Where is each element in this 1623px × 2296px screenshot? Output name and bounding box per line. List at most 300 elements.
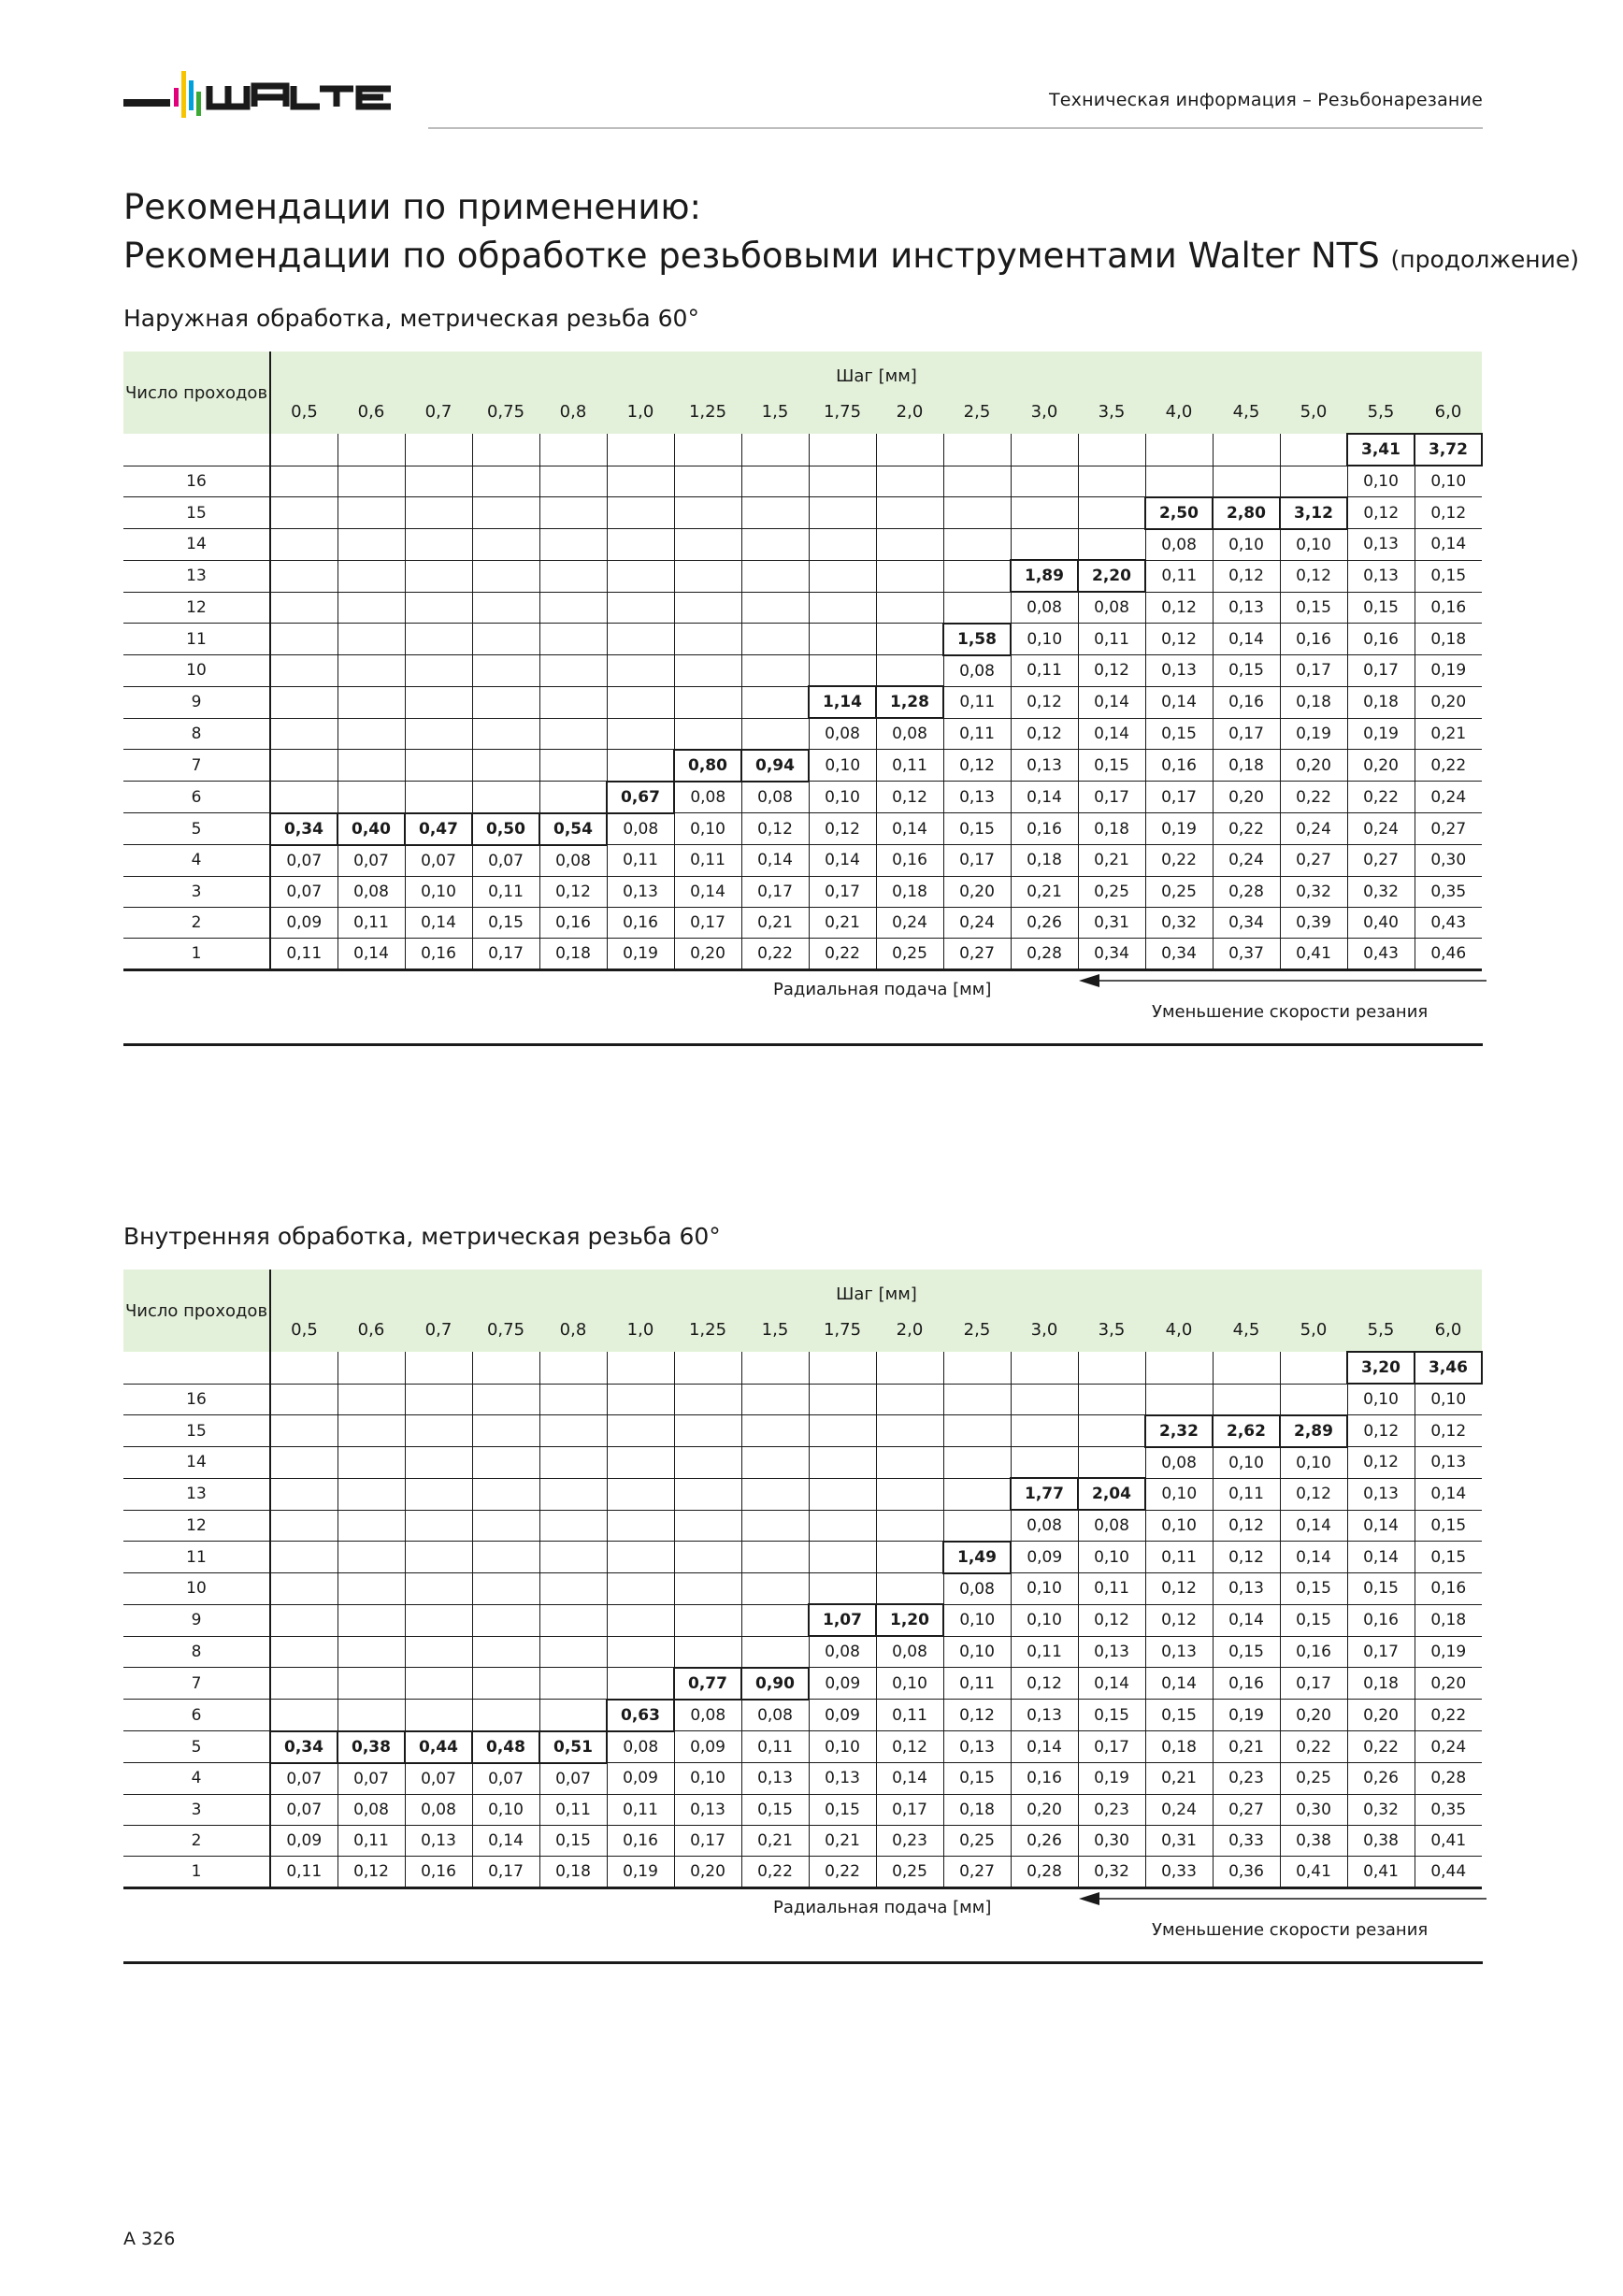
pitch-column-header: 5,5 <box>1347 1308 1415 1352</box>
feed-cell: 0,12 <box>338 1856 405 1887</box>
feed-cell <box>607 624 674 655</box>
table-row <box>123 782 1482 813</box>
feed-cell: 0,12 <box>1145 624 1213 655</box>
feed-cell: 0,44 <box>1415 1856 1482 1887</box>
feed-cell: 0,15 <box>1280 1573 1347 1605</box>
feed-cell <box>1011 1352 1078 1384</box>
feed-cell: 0,08 <box>1011 592 1078 624</box>
feed-cell <box>607 1542 674 1573</box>
pitch-column-header: 3,5 <box>1078 390 1145 434</box>
pitch-column-header: 5,0 <box>1280 1308 1347 1352</box>
feed-cell: 0,17 <box>809 876 876 907</box>
feed-cell: 0,08 <box>539 845 607 877</box>
feed-cell: 0,19 <box>1078 1763 1145 1795</box>
feed-cell: 0,16 <box>607 1825 674 1856</box>
feed-cell: 0,11 <box>338 907 405 938</box>
total-depth-cell: 0,77 <box>674 1668 741 1700</box>
feed-cell: 0,35 <box>1415 1794 1482 1825</box>
feed-cell: 0,18 <box>1145 1731 1213 1763</box>
feed-cell <box>1011 466 1078 497</box>
feed-cell <box>674 624 741 655</box>
feed-cell <box>338 750 405 782</box>
feed-cell: 0,16 <box>1415 1573 1482 1605</box>
passes-cell: 2 <box>123 1825 270 1856</box>
feed-cell <box>472 1510 539 1542</box>
table-row <box>123 1825 1482 1856</box>
feed-cell: 0,27 <box>943 1856 1011 1887</box>
feed-cell <box>1011 1447 1078 1479</box>
total-depth-cell: 1,14 <box>809 686 876 718</box>
feed-cell: 0,08 <box>1145 529 1213 561</box>
feed-cell <box>741 1478 809 1510</box>
feed-cell <box>876 1542 943 1573</box>
feed-cell: 0,13 <box>1347 529 1415 561</box>
pitch-header: Шаг [мм] <box>270 1270 1482 1308</box>
feed-cell: 0,12 <box>1078 1604 1145 1636</box>
feed-cell: 0,12 <box>1078 655 1145 687</box>
feed-cell <box>809 434 876 466</box>
feed-cell <box>338 1542 405 1573</box>
feed-cell: 0,10 <box>809 1731 876 1763</box>
feed-cell: 0,20 <box>674 1856 741 1887</box>
header-rule <box>428 127 1483 129</box>
feed-cell <box>674 1352 741 1384</box>
table-row <box>123 1478 1482 1510</box>
feed-cell <box>876 624 943 655</box>
feed-cell <box>943 466 1011 497</box>
table-row <box>123 1573 1482 1605</box>
pitch-column-header: 6,0 <box>1415 1308 1482 1352</box>
pitch-column-header: 1,0 <box>607 390 674 434</box>
feed-cell <box>405 1510 472 1542</box>
feed-cell: 0,08 <box>405 1794 472 1825</box>
feed-cell <box>472 497 539 529</box>
pitch-column-header: 2,0 <box>876 1308 943 1352</box>
feed-cell <box>674 686 741 718</box>
feed-cell: 0,12 <box>1347 1415 1415 1447</box>
pitch-column-header: 1,25 <box>674 390 741 434</box>
feed-cell: 0,21 <box>741 1825 809 1856</box>
feed-cell <box>1213 1384 1280 1415</box>
feed-cell <box>338 655 405 687</box>
feed-cell: 0,11 <box>1078 624 1145 655</box>
feed-cell <box>943 434 1011 466</box>
passes-cell: 7 <box>123 1668 270 1700</box>
passes-cell: 12 <box>123 1510 270 1542</box>
feed-cell <box>539 718 607 750</box>
feed-cell: 0,27 <box>1280 845 1347 877</box>
feed-cell <box>270 1668 338 1700</box>
feed-cell <box>943 560 1011 592</box>
feed-cell: 0,17 <box>674 907 741 938</box>
feed-cell <box>1078 529 1145 561</box>
feed-cell <box>876 1573 943 1605</box>
feed-cell: 0,10 <box>1011 1573 1078 1605</box>
feed-cell: 0,25 <box>876 938 943 969</box>
feed-cell: 0,43 <box>1347 938 1415 969</box>
feed-cell: 0,10 <box>405 876 472 907</box>
feed-cell: 0,17 <box>741 876 809 907</box>
feed-cell <box>809 1573 876 1605</box>
feed-cell <box>876 529 943 561</box>
feed-cell <box>876 560 943 592</box>
total-depth-cell: 0,63 <box>607 1700 674 1731</box>
feed-cell: 0,07 <box>472 845 539 877</box>
feed-cell <box>405 529 472 561</box>
feed-cell <box>1078 434 1145 466</box>
feed-cell: 0,13 <box>1213 592 1280 624</box>
passes-cell: 2 <box>123 907 270 938</box>
internal-table-legend <box>123 1877 1483 1964</box>
feed-cell <box>741 686 809 718</box>
feed-cell: 0,18 <box>1415 1604 1482 1636</box>
feed-cell <box>472 750 539 782</box>
total-depth-cell: 0,48 <box>472 1731 539 1763</box>
feed-cell <box>338 529 405 561</box>
feed-cell <box>405 750 472 782</box>
feed-cell: 0,18 <box>1078 813 1145 845</box>
feed-cell: 0,08 <box>1078 592 1145 624</box>
feed-cell <box>472 1668 539 1700</box>
feed-cell <box>809 466 876 497</box>
feed-cell: 0,16 <box>539 907 607 938</box>
pitch-column-header: 0,6 <box>338 1308 405 1352</box>
feed-cell <box>741 1573 809 1605</box>
feed-cell: 0,15 <box>472 907 539 938</box>
feed-cell <box>405 1668 472 1700</box>
feed-cell: 0,14 <box>741 845 809 877</box>
feed-cell <box>943 529 1011 561</box>
feed-cell <box>539 1668 607 1700</box>
feed-cell <box>472 718 539 750</box>
feed-cell: 0,17 <box>1347 655 1415 687</box>
passes-cell: 8 <box>123 718 270 750</box>
feed-cell: 0,12 <box>1280 560 1347 592</box>
feed-cell <box>607 1573 674 1605</box>
feed-cell: 0,16 <box>1213 1668 1280 1700</box>
feed-cell: 0,22 <box>1347 782 1415 813</box>
feed-cell <box>1280 1352 1347 1384</box>
total-depth-cell: 0,38 <box>338 1731 405 1763</box>
feed-cell: 0,11 <box>270 938 338 969</box>
feed-cell: 0,09 <box>809 1700 876 1731</box>
feed-cell: 0,17 <box>472 938 539 969</box>
external-table-legend <box>123 959 1483 1046</box>
total-depth-cell: 0,50 <box>472 813 539 845</box>
feed-cell: 0,16 <box>1347 624 1415 655</box>
feed-cell: 0,10 <box>1347 466 1415 497</box>
feed-cell: 0,19 <box>607 938 674 969</box>
table-row <box>123 1384 1482 1415</box>
feed-cell <box>1213 1352 1280 1384</box>
feed-cell <box>674 1384 741 1415</box>
feed-cell <box>674 655 741 687</box>
feed-cell <box>472 434 539 466</box>
feed-cell: 0,10 <box>943 1604 1011 1636</box>
total-depth-cell: 3,20 <box>1347 1352 1415 1384</box>
feed-cell: 0,24 <box>1213 845 1280 877</box>
feed-cell: 0,10 <box>674 1763 741 1795</box>
passes-cell: 6 <box>123 1700 270 1731</box>
feed-cell: 0,16 <box>876 845 943 877</box>
feed-cell: 0,22 <box>1280 782 1347 813</box>
feed-cell <box>674 1573 741 1605</box>
feed-cell: 0,17 <box>1347 1636 1415 1668</box>
feed-cell: 0,07 <box>405 845 472 877</box>
feed-cell: 0,08 <box>876 718 943 750</box>
table-row <box>123 1763 1482 1795</box>
feed-cell <box>607 718 674 750</box>
total-depth-cell: 0,44 <box>405 1731 472 1763</box>
table-row <box>123 845 1482 877</box>
feed-cell: 0,13 <box>741 1763 809 1795</box>
feed-cell <box>405 782 472 813</box>
internal-threading-table <box>123 1270 1483 1889</box>
feed-cell: 0,38 <box>1280 1825 1347 1856</box>
feed-cell: 0,08 <box>943 1573 1011 1605</box>
feed-cell: 0,36 <box>1213 1856 1280 1887</box>
passes-cell: 10 <box>123 1573 270 1605</box>
pitch-column-header: 0,7 <box>405 390 472 434</box>
feed-cell <box>338 1384 405 1415</box>
feed-cell <box>943 1510 1011 1542</box>
table-row <box>123 876 1482 907</box>
table-row <box>123 1604 1482 1636</box>
feed-cell: 0,17 <box>1213 718 1280 750</box>
passes-cell: 16 <box>123 466 270 497</box>
feed-cell <box>876 1352 943 1384</box>
feed-cell: 0,21 <box>1415 718 1482 750</box>
feed-cell: 0,25 <box>943 1825 1011 1856</box>
feed-cell: 0,14 <box>809 845 876 877</box>
feed-cell <box>674 718 741 750</box>
feed-cell <box>876 1447 943 1479</box>
feed-cell <box>472 1352 539 1384</box>
pitch-column-header: 4,0 <box>1145 390 1213 434</box>
feed-cell <box>405 466 472 497</box>
feed-cell: 0,15 <box>1078 1700 1145 1731</box>
feed-cell: 0,11 <box>1145 560 1213 592</box>
feed-cell: 0,19 <box>607 1856 674 1887</box>
feed-cell: 0,20 <box>1280 1700 1347 1731</box>
feed-cell <box>539 529 607 561</box>
feed-cell: 0,13 <box>1011 750 1078 782</box>
table-row <box>123 1700 1482 1731</box>
table-row <box>123 434 1482 466</box>
external-threading-table <box>123 352 1483 971</box>
table-row <box>123 1668 1482 1700</box>
feed-cell: 0,28 <box>1011 938 1078 969</box>
passes-cell: 6 <box>123 782 270 813</box>
pitch-column-header: 0,8 <box>539 390 607 434</box>
feed-cell <box>741 529 809 561</box>
feed-cell: 0,14 <box>1280 1542 1347 1573</box>
feed-cell: 0,14 <box>1347 1510 1415 1542</box>
feed-cell: 0,21 <box>809 1825 876 1856</box>
passes-cell: 11 <box>123 624 270 655</box>
feed-cell: 0,15 <box>943 813 1011 845</box>
feed-cell: 0,12 <box>1145 592 1213 624</box>
feed-cell <box>405 1384 472 1415</box>
feed-cell <box>607 1415 674 1447</box>
feed-cell: 0,18 <box>876 876 943 907</box>
feed-cell <box>741 1636 809 1668</box>
feed-cell <box>338 1700 405 1731</box>
feed-cell: 0,15 <box>1347 592 1415 624</box>
feed-cell: 0,15 <box>1280 592 1347 624</box>
pitch-column-header: 3,0 <box>1011 390 1078 434</box>
feed-cell: 0,10 <box>1280 1447 1347 1479</box>
feed-cell <box>607 1384 674 1415</box>
feed-cell: 0,14 <box>1145 686 1213 718</box>
feed-cell: 0,20 <box>1415 1668 1482 1700</box>
feed-cell <box>338 1668 405 1700</box>
total-depth-cell: 1,89 <box>1011 560 1078 592</box>
feed-cell: 0,20 <box>1011 1794 1078 1825</box>
feed-cell <box>741 624 809 655</box>
feed-cell <box>270 1384 338 1415</box>
feed-cell <box>539 1352 607 1384</box>
feed-cell: 0,10 <box>809 782 876 813</box>
passes-cell: 14 <box>123 529 270 561</box>
feed-cell: 0,12 <box>1347 1447 1415 1479</box>
total-depth-cell: 0,54 <box>539 813 607 845</box>
total-depth-cell: 0,47 <box>405 813 472 845</box>
feed-cell <box>741 1604 809 1636</box>
pitch-column-header: 1,25 <box>674 1308 741 1352</box>
feed-cell <box>674 1510 741 1542</box>
feed-cell <box>338 624 405 655</box>
internal-table-heading: Внутренняя обработка, метрическая резьба 60° <box>123 1223 721 1250</box>
feed-cell <box>1011 1384 1078 1415</box>
feed-cell <box>809 560 876 592</box>
pitch-column-header: 0,75 <box>472 390 539 434</box>
feed-cell: 0,11 <box>472 876 539 907</box>
feed-cell <box>270 1447 338 1479</box>
feed-cell: 0,14 <box>1415 529 1482 561</box>
feed-cell: 0,13 <box>607 876 674 907</box>
feed-cell: 0,07 <box>270 845 338 877</box>
feed-cell: 0,12 <box>1213 1510 1280 1542</box>
feed-cell: 0,34 <box>1145 938 1213 969</box>
feed-cell <box>472 1573 539 1605</box>
feed-cell <box>338 1415 405 1447</box>
feed-cell <box>270 592 338 624</box>
feed-cell: 0,22 <box>809 938 876 969</box>
radial-feed-label: Радиальная подача [мм] <box>773 1898 992 1917</box>
feed-cell <box>1078 1415 1145 1447</box>
feed-cell: 0,24 <box>1415 1731 1482 1763</box>
feed-cell: 0,22 <box>1145 845 1213 877</box>
title-line-2-main: Рекомендации по обработке резьбовыми инструментами Walter NTS <box>123 236 1380 276</box>
table-row <box>123 718 1482 750</box>
feed-cell <box>405 434 472 466</box>
feed-cell <box>607 1604 674 1636</box>
feed-cell: 0,14 <box>1145 1668 1213 1700</box>
feed-cell: 0,22 <box>1213 813 1280 845</box>
table-row <box>123 1415 1482 1447</box>
page-number: A 326 <box>123 2229 176 2249</box>
feed-cell <box>741 1415 809 1447</box>
total-depth-cell: 2,89 <box>1280 1415 1347 1447</box>
feed-cell: 0,11 <box>943 718 1011 750</box>
passes-cell: 4 <box>123 1763 270 1795</box>
feed-cell <box>270 497 338 529</box>
feed-cell: 0,11 <box>1145 1542 1213 1573</box>
pitch-column-header: 1,75 <box>809 390 876 434</box>
feed-cell: 0,37 <box>1213 938 1280 969</box>
feed-cell <box>943 1478 1011 1510</box>
feed-cell: 0,17 <box>674 1825 741 1856</box>
total-depth-cell: 0,51 <box>539 1731 607 1763</box>
feed-cell <box>607 497 674 529</box>
feed-cell: 0,20 <box>674 938 741 969</box>
feed-cell: 0,14 <box>1415 1478 1482 1510</box>
feed-cell <box>539 1478 607 1510</box>
feed-cell <box>338 1604 405 1636</box>
feed-cell: 0,15 <box>1145 1700 1213 1731</box>
feed-cell: 0,13 <box>1347 1478 1415 1510</box>
feed-cell: 0,27 <box>1347 845 1415 877</box>
feed-cell: 0,22 <box>1280 1731 1347 1763</box>
feed-cell <box>472 655 539 687</box>
passes-cell: 1 <box>123 938 270 969</box>
feed-cell: 0,07 <box>338 1763 405 1795</box>
feed-cell: 0,26 <box>1011 907 1078 938</box>
feed-cell: 0,19 <box>1213 1700 1280 1731</box>
feed-cell: 0,07 <box>270 1794 338 1825</box>
feed-cell <box>270 1510 338 1542</box>
feed-cell: 0,20 <box>943 876 1011 907</box>
passes-cell <box>123 434 270 466</box>
feed-cell: 0,19 <box>1415 1636 1482 1668</box>
feed-cell: 0,28 <box>1415 1763 1482 1795</box>
feed-cell: 0,30 <box>1078 1825 1145 1856</box>
feed-cell: 0,16 <box>607 907 674 938</box>
feed-cell <box>607 529 674 561</box>
feed-cell <box>539 1573 607 1605</box>
pitch-column-header: 1,0 <box>607 1308 674 1352</box>
feed-cell: 0,21 <box>809 907 876 938</box>
feed-cell <box>1011 434 1078 466</box>
feed-cell: 0,18 <box>943 1794 1011 1825</box>
header-section-label: Техническая информация – Резьбонарезание <box>1048 90 1483 110</box>
feed-cell: 0,32 <box>1347 1794 1415 1825</box>
feed-cell <box>943 1352 1011 1384</box>
feed-cell: 0,15 <box>539 1825 607 1856</box>
feed-cell <box>539 655 607 687</box>
pitch-column-header: 4,5 <box>1213 390 1280 434</box>
feed-cell <box>539 560 607 592</box>
feed-cell: 0,41 <box>1415 1825 1482 1856</box>
feed-cell: 0,23 <box>876 1825 943 1856</box>
feed-cell <box>809 655 876 687</box>
feed-cell: 0,12 <box>809 813 876 845</box>
feed-cell <box>809 1542 876 1573</box>
feed-cell: 0,09 <box>607 1763 674 1795</box>
feed-cell <box>607 592 674 624</box>
feed-cell: 0,17 <box>472 1856 539 1887</box>
feed-cell: 0,14 <box>876 1763 943 1795</box>
table-row <box>123 1636 1482 1668</box>
pitch-column-header: 0,75 <box>472 1308 539 1352</box>
feed-cell <box>943 1447 1011 1479</box>
feed-cell: 0,08 <box>674 782 741 813</box>
feed-cell: 0,34 <box>1213 907 1280 938</box>
feed-cell: 0,15 <box>943 1763 1011 1795</box>
feed-cell <box>741 1447 809 1479</box>
feed-cell <box>472 1604 539 1636</box>
